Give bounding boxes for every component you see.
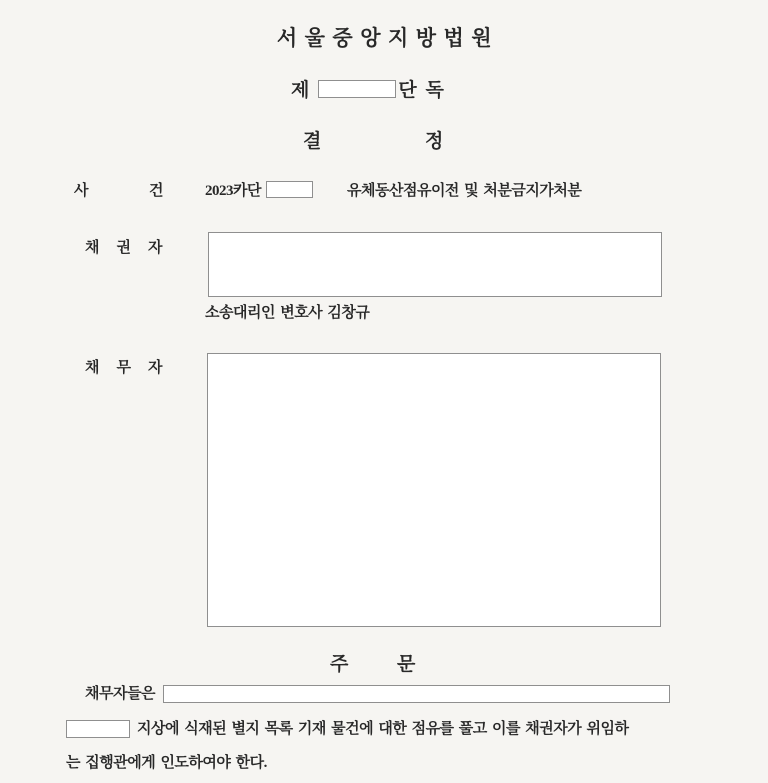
panel-suffix: 단 독 (398, 80, 444, 101)
debtor-label: 채무자 (85, 360, 180, 376)
redaction-box-land-lot (66, 720, 130, 738)
case-number-prefix: 2023카단 (205, 183, 261, 199)
court-name-title: 서울중앙지방법원 (276, 26, 500, 50)
decision-char-left: 결 (303, 131, 322, 152)
order-line-1-prefix: 채무자들은 (85, 686, 155, 702)
redaction-box-order-subject (163, 685, 670, 703)
redaction-box-creditor (208, 232, 662, 297)
creditor-representative: 소송대리인 변호사 김창규 (205, 305, 370, 321)
panel-prefix: 제 (291, 80, 310, 101)
panel-number-line (291, 75, 444, 102)
redaction-box-panel-number (318, 80, 396, 98)
redaction-box-debtor (207, 353, 661, 627)
order-line-2-text: 지상에 식재된 별지 목록 기재 물건에 대한 점유를 풀고 이를 채권자가 위임하 (137, 721, 629, 737)
order-line-3-text: 는 집행관에게 인도하여야 한다. (66, 755, 267, 771)
case-label-char-1: 사 (74, 183, 88, 199)
decision-char-right: 정 (425, 131, 444, 152)
creditor-label: 채권자 (85, 240, 180, 256)
order-heading-char-left: 주 (330, 654, 349, 675)
case-title: 유체동산점유이전 및 처분금지가처분 (347, 183, 582, 199)
order-heading-char-right: 문 (397, 654, 416, 675)
redaction-box-case-number (266, 181, 313, 198)
case-label-char-2: 건 (149, 183, 163, 199)
